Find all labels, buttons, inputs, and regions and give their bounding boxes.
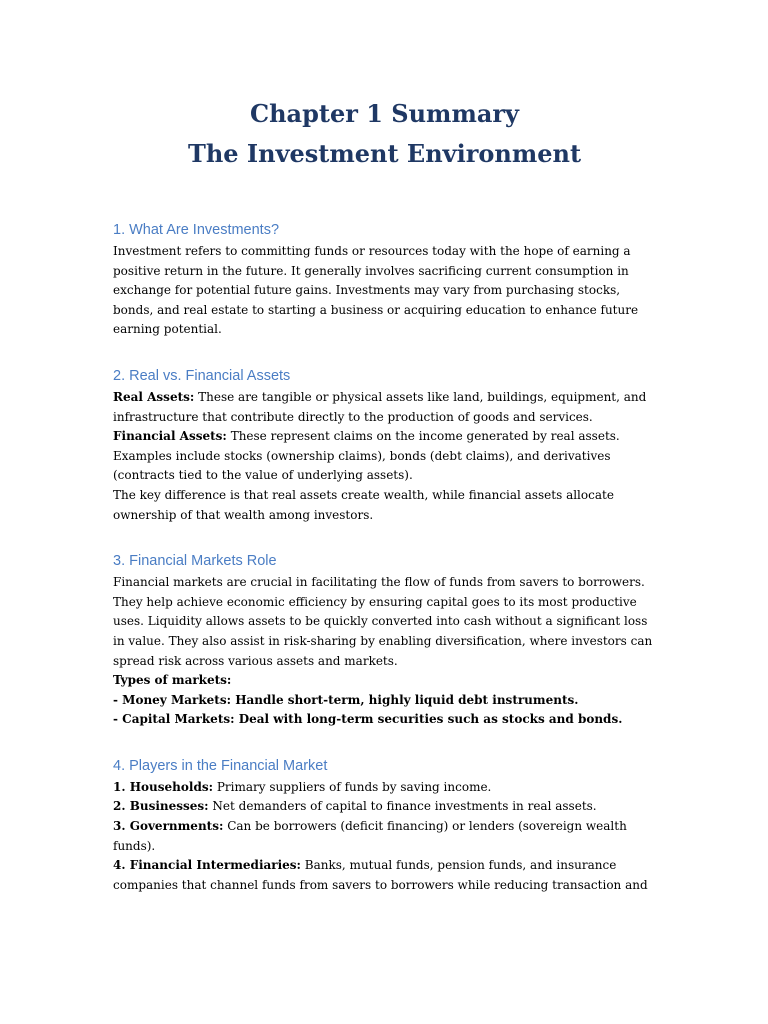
section-heading: 4. Players in the Financial Market bbox=[113, 757, 328, 774]
list-item: - Money Markets: Handle short-term, highly liquid debt instruments. bbox=[113, 692, 579, 707]
section-heading: 3. Financial Markets Role bbox=[113, 553, 277, 570]
section-body bbox=[113, 388, 656, 525]
section-real-vs-financial-assets bbox=[113, 366, 656, 525]
list-item bbox=[113, 817, 656, 856]
item-text: These are tangible or physical assets like land, buildings, equipment, and infrastructure that contribute directly to the production of goods and services. bbox=[113, 389, 647, 424]
list-item bbox=[113, 388, 656, 427]
section-players-financial-market bbox=[113, 756, 656, 896]
list-item: - Capital Markets: Deal with long-term securities such as stocks and bonds. bbox=[113, 712, 623, 727]
item-label: 2. Businesses: bbox=[113, 799, 209, 814]
section-paragraph: Investment refers to committing funds or resources today with the hope of earning a positive return in the future. It generally involves sacrificing current consumption in exchange for potential future gains. Investments may vary from purchasing stocks, bonds, and real estate to starting a business or acquiring education to enhance future earning potential. bbox=[113, 244, 639, 337]
item-text: Can be borrowers (deficit financing) or lenders (sovereign wealth funds). bbox=[113, 819, 627, 853]
list-item bbox=[113, 797, 656, 817]
section-body bbox=[113, 778, 656, 896]
section-what-are-investments bbox=[113, 220, 656, 340]
list-item bbox=[113, 778, 656, 798]
list-item bbox=[113, 427, 656, 486]
item-text: Primary suppliers of funds by saving income. bbox=[213, 779, 492, 794]
types-label: Types of markets: bbox=[113, 673, 232, 688]
item-text: These represent claims on the income generated by real assets. Examples include stocks (ownership claims), bonds (debt claims), and derivatives (contracts tied to the value of underlying assets). bbox=[113, 429, 620, 483]
page-title bbox=[113, 94, 656, 174]
closing-text: The key difference is that real assets create wealth, while financial assets allocate ownership of that wealth among investors. bbox=[113, 487, 614, 522]
item-text: Banks, mutual funds, pension funds, and insurance companies that channel funds from savers to borrowers while reducing transaction and bbox=[113, 858, 648, 892]
item-label: 4. Financial Intermediaries: bbox=[113, 858, 301, 873]
title-line-1: Chapter 1 Summary bbox=[249, 99, 519, 128]
section-heading: 1. What Are Investments? bbox=[113, 222, 280, 238]
item-label: Real Assets: bbox=[113, 389, 195, 404]
item-label: 1. Households: bbox=[113, 779, 214, 794]
list-item bbox=[113, 856, 656, 895]
section-body bbox=[113, 573, 656, 730]
title-line-2: The Investment Environment bbox=[187, 139, 582, 168]
section-paragraph: Financial markets are crucial in facilitating the flow of funds from savers to borrowers. They help achieve economic efficiency by ensuring capital goes to its most productive uses. Liquidity allows assets to be quickly converted into cash without a significant loss in value. They also assist in risk-sharing by enabling diversification, where investors can spread risk across various assets and markets. bbox=[113, 575, 653, 668]
item-label: 3. Governments: bbox=[113, 819, 224, 834]
item-text: Net demanders of capital to finance investments in real assets. bbox=[208, 799, 597, 814]
section-heading: 2. Real vs. Financial Assets bbox=[113, 367, 291, 384]
section-financial-markets-role bbox=[113, 551, 656, 730]
item-label: Financial Assets: bbox=[113, 429, 227, 444]
